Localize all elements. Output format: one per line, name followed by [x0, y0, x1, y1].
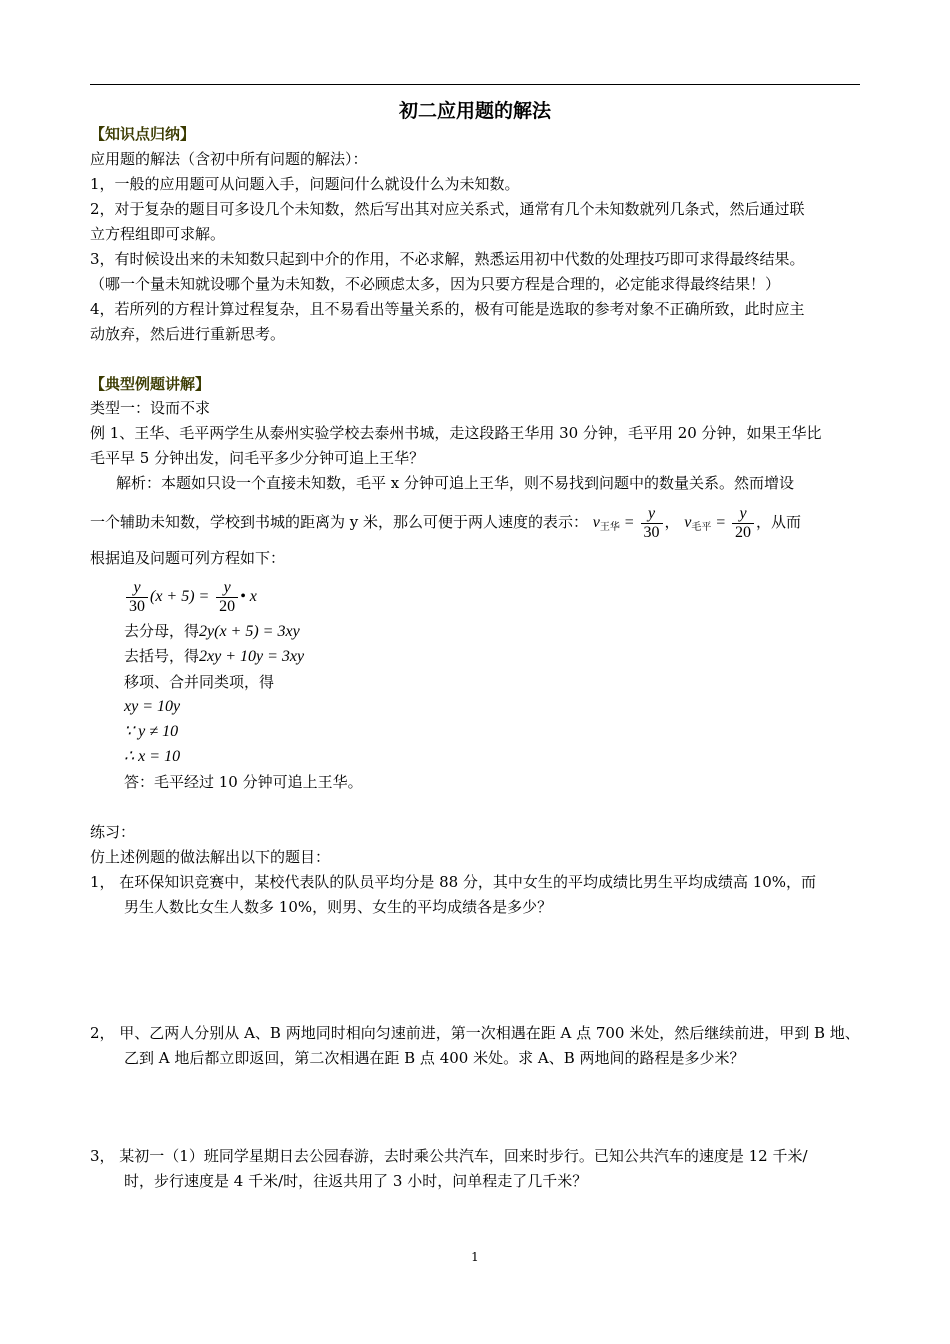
- solution-step: 去分母，得2y(x + 5) = 3xy: [124, 622, 300, 640]
- analysis-velocity-line: 一个辅助未知数，学校到书城的距离为 y 米，那么可便于两人速度的表示： $v_{王华}$ = $\frac{y}{30}$ ， $v_{毛平}$ = $\frac{y}{20}$ ，从而: [90, 504, 802, 541]
- practice-question: 2， 甲、乙两人分别从 A、B 两地同时相向匀速前进，第一次相遇在距 A 点 700 米处，然后继续前进，甲到 B 地、: [90, 1024, 860, 1042]
- examples-heading: 【典型例题讲解】: [90, 375, 211, 393]
- knowledge-line: 动放弃，然后进行重新思考。: [90, 325, 286, 343]
- fraction-y-20: $\frac{y}{20}$: [732, 505, 754, 542]
- practice-intro: 仿上述例题的做法解出以下的题目：: [90, 848, 331, 866]
- fraction-y-30: $\frac{y}{30}$: [641, 505, 663, 542]
- velocity-subscript: 毛平: [691, 522, 712, 533]
- velocity-subscript: 王华: [599, 522, 620, 533]
- knowledge-line: （哪一个量未知就设哪个量为未知数，不必顾虑太多，因为只要方程是合理的，必定能求得最终结果！）: [90, 275, 781, 293]
- practice-question: 乙到 A 地后都立即返回，第二次相遇在距 B 点 400 米处。求 A、B 两地间的路程是多少米？: [124, 1049, 745, 1067]
- page-title: 初二应用题的解法: [398, 100, 551, 122]
- practice-question: 男生人数比女生人数多 10%，则男、女生的平均成绩各是多少？: [124, 898, 553, 916]
- knowledge-heading: 【知识点归纳】: [90, 125, 196, 143]
- knowledge-line: 3，有时候设出来的未知数只起到中介的作用，不必求解，熟悉运用初中代数的处理技巧即可求得最终结果。: [90, 250, 805, 268]
- example-type: 类型一：设而不求: [90, 399, 211, 417]
- knowledge-line: 应用题的解法（含初中所有问题的解法）：: [90, 150, 368, 168]
- solution-step: 移项、合并同类项，得: [124, 673, 275, 691]
- solution-step: xy = 10y: [124, 698, 181, 715]
- analysis-text: 一个辅助未知数，学校到书城的距离为 y 米，那么可便于两人速度的表示：: [90, 513, 589, 531]
- practice-question: 1， 在环保知识竞赛中，某校代表队的队员平均分是 88 分，其中女生的平均成绩比男生平均成绩高 10%，而: [90, 873, 817, 891]
- solution-step: ∴ x = 10: [124, 748, 181, 765]
- knowledge-line: 2，对于复杂的题目可多设几个未知数，然后写出其对应关系式，通常有几个未知数就列几条式，然后通过联: [90, 200, 805, 218]
- example-question: 例 1、王华、毛平两学生从泰州实验学校去泰州书城，走这段路王华用 30 分钟，毛平用 20 分钟，如果王华比: [90, 424, 822, 442]
- analysis-text: ，从而: [756, 513, 802, 531]
- knowledge-line: 立方程组即可求解。: [90, 225, 226, 243]
- analysis-text: 解析：本题如只设一个直接未知数，毛平 x 分钟可追上王华，则不易找到问题中的数量关系。然而增设: [116, 474, 795, 492]
- knowledge-line: 1，一般的应用题可从问题入手，问题问什么就设什么为未知数。: [90, 175, 520, 193]
- fraction-y-20: $\frac{y}{20}$: [216, 579, 238, 616]
- solution-step: 去括号，得2xy + 10y = 3xy: [124, 647, 305, 665]
- analysis-text: 根据追及问题可列方程如下：: [90, 549, 286, 567]
- fraction-y-30: $\frac{y}{30}$: [126, 579, 148, 616]
- answer-text: 答：毛平经过 10 分钟可追上王华。: [124, 773, 363, 791]
- knowledge-line: 4，若所列的方程计算过程复杂，且不易看出等量关系的，极有可能是选取的参考对象不正确所致，此时应主: [90, 300, 805, 318]
- practice-question: 3， 某初一（1）班同学星期日去公园春游，去时乘公共汽车，回来时步行。已知公共汽车的速度是 12 千米/: [90, 1147, 808, 1165]
- equation-main: $\frac{y}{30}$ (x + 5) = $\frac{y}{20}$ • x: [124, 574, 257, 618]
- header-rule: [90, 84, 860, 85]
- solution-step: ∵ y ≠ 10: [124, 723, 179, 740]
- velocity-symbol: v: [684, 514, 692, 531]
- practice-heading: 练习：: [90, 823, 136, 841]
- practice-question: 时，步行速度是 4 千米/时，往返共用了 3 小时，问单程走了几千米？: [124, 1172, 588, 1190]
- page-number: 1: [471, 1250, 479, 1264]
- example-question: 毛平早 5 分钟出发，问毛平多少分钟可追上王华？: [90, 449, 425, 467]
- velocity-symbol: v: [592, 514, 600, 531]
